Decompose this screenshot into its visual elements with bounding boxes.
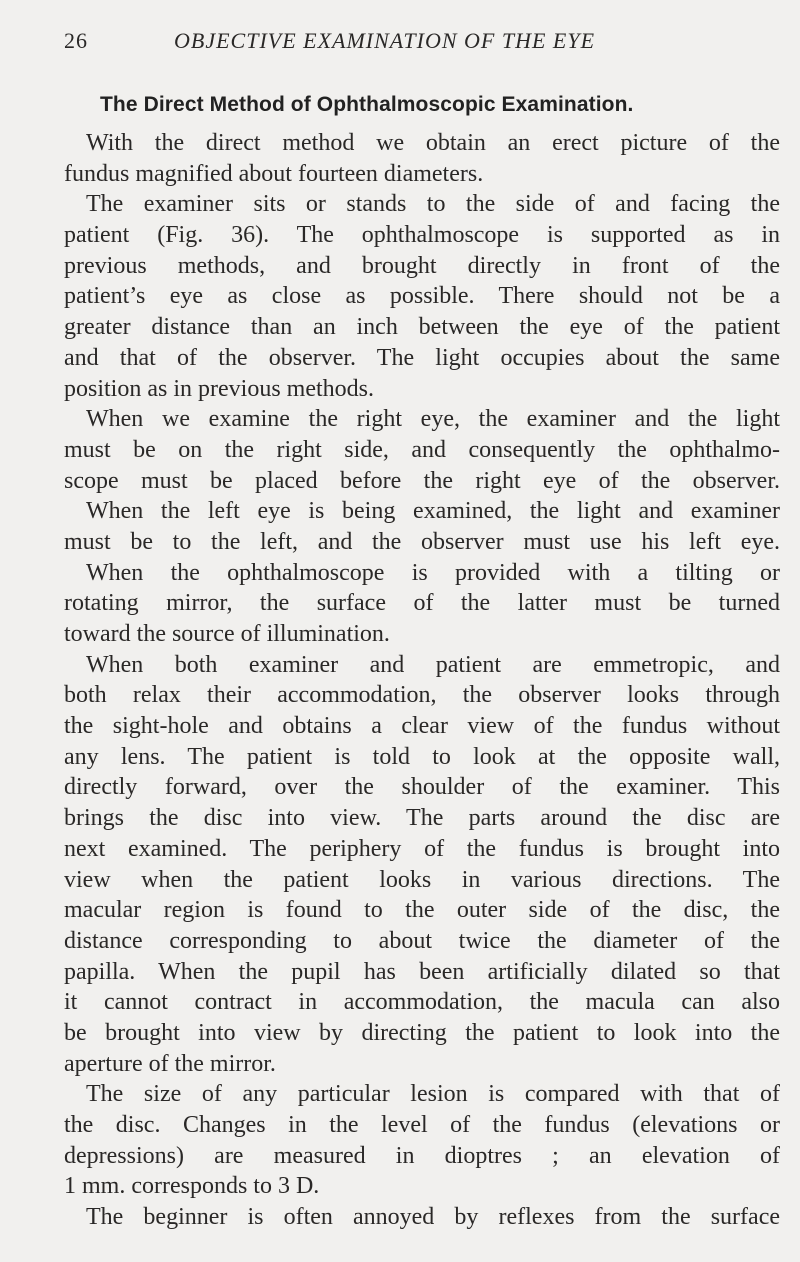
text-line: When we examine the right eye, the examiner and the light (86, 406, 780, 433)
running-head (64, 28, 764, 58)
text-line: distance corresponding to about twice the diameter of the (64, 927, 780, 954)
text-line: must be on the right side, and consequently the ophthalmo- (64, 436, 780, 463)
text-line: next examined. The periphery of the fundus is brought into (64, 835, 780, 862)
text-line: The size of any particular lesion is compared with that of (86, 1081, 780, 1108)
text-line: the sight-hole and obtains a clear view of the fundus without (64, 713, 780, 740)
text-line: and that of the observer. The light occupies about the same (64, 344, 780, 371)
text-line: any lens. The patient is told to look at the opposite wall, (64, 743, 780, 770)
text-line: When the ophthalmoscope is provided with a tilting or (86, 559, 780, 586)
text-line: must be to the left, and the observer must use his left eye. (64, 528, 780, 555)
text-line: it cannot contract in accommodation, the macula can also (64, 989, 780, 1016)
text-line: brings the disc into view. The parts around the disc are (64, 805, 780, 832)
text-line: greater distance than an inch between the eye of the patient (64, 314, 780, 341)
text-line: The beginner is often annoyed by reflexes from the surface (86, 1204, 780, 1231)
text-line: be brought into view by directing the patient to look into the (64, 1019, 780, 1046)
text-line: depressions) are measured in dioptres ; an elevation of (64, 1142, 780, 1169)
text-line: fundus magnified about fourteen diameters. (64, 160, 484, 187)
text-line: scope must be placed before the right eye of the observer. (64, 467, 780, 494)
text-line: papilla. When the pupil has been artificially dilated so that (64, 958, 780, 985)
text-line: rotating mirror, the surface of the latter must be turned (64, 590, 780, 617)
text-line: previous methods, and brought directly in front of the (64, 252, 780, 279)
text-line: When the left eye is being examined, the light and examiner (86, 498, 780, 525)
body-text (64, 128, 780, 1233)
text-line: aperture of the mirror. (64, 1050, 276, 1077)
text-line: position as in previous methods. (64, 375, 374, 402)
text-line: The examiner sits or stands to the side of and facing the (86, 191, 780, 218)
page-number: 26 (64, 28, 88, 53)
text-line: toward the source of illumination. (64, 621, 390, 647)
text-line: both relax their accommodation, the observer looks through (64, 682, 780, 709)
text-line: patient (Fig. 36). The ophthalmoscope is supported as in (64, 222, 780, 249)
running-head-title: OBJECTIVE EXAMINATION OF THE EYE (174, 28, 596, 53)
text-line: directly forward, over the shoulder of the examiner. This (64, 774, 780, 801)
section-heading: The Direct Method of Ophthalmoscopic Examination. (100, 93, 634, 116)
text-line: macular region is found to the outer side of the disc, the (64, 897, 780, 924)
text-line: patient’s eye as close as possible. There should not be a (64, 283, 780, 310)
text-line: view when the patient looks in various directions. The (64, 866, 780, 893)
text-line: the disc. Changes in the level of the fundus (elevations or (64, 1112, 780, 1138)
text-line: When both examiner and patient are emmetropic, and (86, 651, 780, 678)
text-line: With the direct method we obtain an erect picture of the (86, 130, 780, 156)
text-line: 1 mm. corresponds to 3 D. (64, 1173, 320, 1200)
